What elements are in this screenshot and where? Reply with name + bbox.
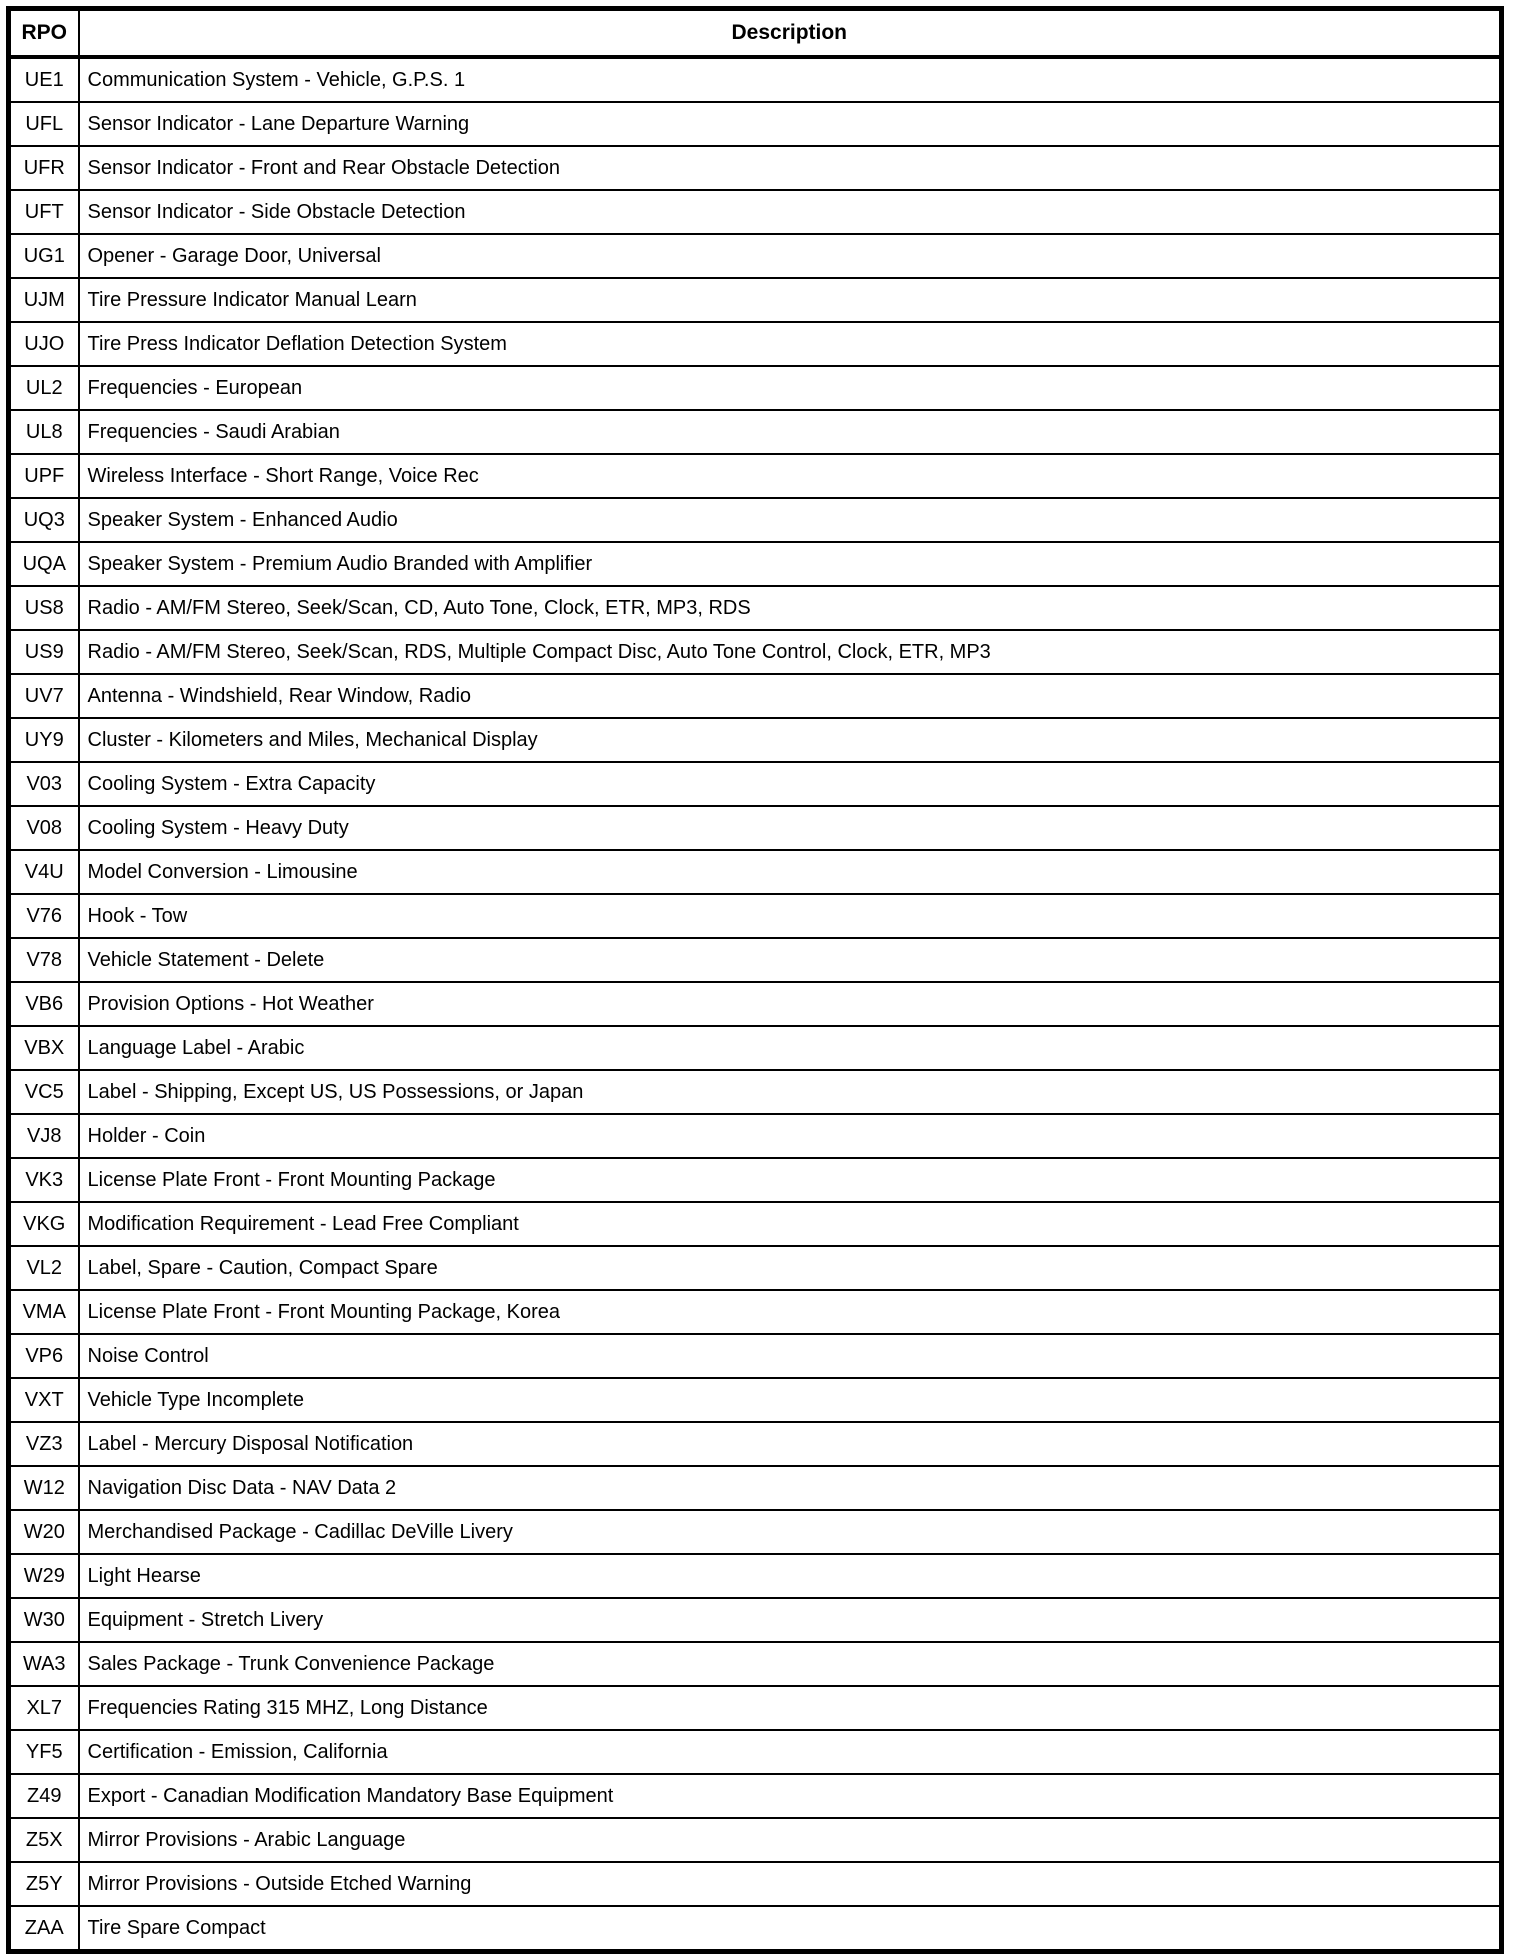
table-row — [9, 366, 1502, 410]
description-cell: Export - Canadian Modification Mandatory Base Equipment — [79, 1774, 1502, 1818]
description-cell: Provision Options - Hot Weather — [79, 982, 1502, 1026]
description-cell: Speaker System - Enhanced Audio — [79, 498, 1502, 542]
table-row — [9, 1598, 1502, 1642]
rpo-code-cell: VXT — [9, 1378, 79, 1422]
table-row — [9, 190, 1502, 234]
rpo-code-cell: VK3 — [9, 1158, 79, 1202]
rpo-code-cell: YF5 — [9, 1730, 79, 1774]
description-cell: Mirror Provisions - Arabic Language — [79, 1818, 1502, 1862]
description-cell: License Plate Front - Front Mounting Package — [79, 1158, 1502, 1202]
table-row — [9, 1730, 1502, 1774]
table-row — [9, 1774, 1502, 1818]
rpo-code-cell: UL2 — [9, 366, 79, 410]
description-cell: Cluster - Kilometers and Miles, Mechanical Display — [79, 718, 1502, 762]
rpo-code-cell: ZAA — [9, 1906, 79, 1952]
description-cell: Radio - AM/FM Stereo, Seek/Scan, RDS, Multiple Compact Disc, Auto Tone Control, Clock, ETR, MP3 — [79, 630, 1502, 674]
table-row — [9, 630, 1502, 674]
table-row — [9, 1422, 1502, 1466]
description-cell: Language Label - Arabic — [79, 1026, 1502, 1070]
description-cell: Label - Mercury Disposal Notification — [79, 1422, 1502, 1466]
table-row — [9, 1862, 1502, 1906]
description-cell: Opener - Garage Door, Universal — [79, 234, 1502, 278]
rpo-code-cell: UE1 — [9, 57, 79, 102]
table-row — [9, 102, 1502, 146]
description-cell: Noise Control — [79, 1334, 1502, 1378]
table-row — [9, 1378, 1502, 1422]
rpo-code-cell: VL2 — [9, 1246, 79, 1290]
description-cell: Label - Shipping, Except US, US Possessions, or Japan — [79, 1070, 1502, 1114]
table-body — [9, 57, 1502, 1952]
description-cell: Vehicle Statement - Delete — [79, 938, 1502, 982]
description-cell: Cooling System - Extra Capacity — [79, 762, 1502, 806]
description-cell: Holder - Coin — [79, 1114, 1502, 1158]
table-row — [9, 1246, 1502, 1290]
rpo-code-cell: V76 — [9, 894, 79, 938]
rpo-code-cell: VP6 — [9, 1334, 79, 1378]
rpo-code-cell: VKG — [9, 1202, 79, 1246]
table-row — [9, 1070, 1502, 1114]
table-row — [9, 1114, 1502, 1158]
rpo-code-cell: UJO — [9, 322, 79, 366]
rpo-code-cell: WA3 — [9, 1642, 79, 1686]
table-row — [9, 1818, 1502, 1862]
rpo-code-cell: VZ3 — [9, 1422, 79, 1466]
rpo-code-cell: VBX — [9, 1026, 79, 1070]
rpo-code-cell: UQA — [9, 542, 79, 586]
description-cell: License Plate Front - Front Mounting Package, Korea — [79, 1290, 1502, 1334]
rpo-code-cell: Z5Y — [9, 1862, 79, 1906]
description-cell: Merchandised Package - Cadillac DeVille Livery — [79, 1510, 1502, 1554]
table-row — [9, 57, 1502, 102]
table-row — [9, 1906, 1502, 1952]
table-row — [9, 234, 1502, 278]
table-row — [9, 1510, 1502, 1554]
table-row — [9, 1158, 1502, 1202]
rpo-code-table — [6, 6, 1504, 1954]
description-cell: Mirror Provisions - Outside Etched Warning — [79, 1862, 1502, 1906]
rpo-code-cell: XL7 — [9, 1686, 79, 1730]
rpo-code-cell: UFL — [9, 102, 79, 146]
table-row — [9, 146, 1502, 190]
rpo-code-cell: UFR — [9, 146, 79, 190]
rpo-code-cell: W29 — [9, 1554, 79, 1598]
table-row — [9, 1642, 1502, 1686]
rpo-code-cell: UV7 — [9, 674, 79, 718]
table-row — [9, 1466, 1502, 1510]
description-cell: Certification - Emission, California — [79, 1730, 1502, 1774]
rpo-code-cell: W20 — [9, 1510, 79, 1554]
table-row — [9, 806, 1502, 850]
table-row — [9, 938, 1502, 982]
table-row — [9, 498, 1502, 542]
rpo-code-cell: VC5 — [9, 1070, 79, 1114]
table-row — [9, 718, 1502, 762]
table-row — [9, 454, 1502, 498]
description-cell: Cooling System - Heavy Duty — [79, 806, 1502, 850]
table-row — [9, 674, 1502, 718]
table-row — [9, 1554, 1502, 1598]
rpo-code-cell: VMA — [9, 1290, 79, 1334]
description-cell: Tire Pressure Indicator Manual Learn — [79, 278, 1502, 322]
rpo-code-cell: VJ8 — [9, 1114, 79, 1158]
rpo-code-cell: Z5X — [9, 1818, 79, 1862]
table-row — [9, 410, 1502, 454]
rpo-code-cell: UY9 — [9, 718, 79, 762]
rpo-code-cell: UL8 — [9, 410, 79, 454]
description-cell: Wireless Interface - Short Range, Voice Rec — [79, 454, 1502, 498]
table-row — [9, 1202, 1502, 1246]
description-cell: Equipment - Stretch Livery — [79, 1598, 1502, 1642]
table-header — [9, 9, 1502, 58]
description-cell: Tire Press Indicator Deflation Detection System — [79, 322, 1502, 366]
description-cell: Sensor Indicator - Front and Rear Obstacle Detection — [79, 146, 1502, 190]
table-row — [9, 850, 1502, 894]
table-row — [9, 1290, 1502, 1334]
description-cell: Vehicle Type Incomplete — [79, 1378, 1502, 1422]
description-column-header: Description — [79, 9, 1502, 58]
description-cell: Label, Spare - Caution, Compact Spare — [79, 1246, 1502, 1290]
rpo-code-cell: Z49 — [9, 1774, 79, 1818]
description-cell: Model Conversion - Limousine — [79, 850, 1502, 894]
table-row — [9, 586, 1502, 630]
description-cell: Sales Package - Trunk Convenience Package — [79, 1642, 1502, 1686]
table-row — [9, 322, 1502, 366]
rpo-code-cell: V78 — [9, 938, 79, 982]
rpo-code-cell: W30 — [9, 1598, 79, 1642]
rpo-code-cell: V03 — [9, 762, 79, 806]
description-cell: Speaker System - Premium Audio Branded with Amplifier — [79, 542, 1502, 586]
rpo-code-cell: V4U — [9, 850, 79, 894]
description-cell: Modification Requirement - Lead Free Compliant — [79, 1202, 1502, 1246]
rpo-code-cell: UQ3 — [9, 498, 79, 542]
description-cell: Radio - AM/FM Stereo, Seek/Scan, CD, Auto Tone, Clock, ETR, MP3, RDS — [79, 586, 1502, 630]
rpo-code-cell: VB6 — [9, 982, 79, 1026]
rpo-code-cell: UG1 — [9, 234, 79, 278]
table-row — [9, 894, 1502, 938]
description-cell: Frequencies - Saudi Arabian — [79, 410, 1502, 454]
table-row — [9, 278, 1502, 322]
table-row — [9, 1026, 1502, 1070]
description-cell: Tire Spare Compact — [79, 1906, 1502, 1952]
table-row — [9, 762, 1502, 806]
rpo-code-cell: V08 — [9, 806, 79, 850]
rpo-code-cell: US9 — [9, 630, 79, 674]
rpo-column-header: RPO — [9, 9, 79, 58]
table-row — [9, 1334, 1502, 1378]
description-cell: Frequencies Rating 315 MHZ, Long Distance — [79, 1686, 1502, 1730]
description-cell: Frequencies - European — [79, 366, 1502, 410]
rpo-code-cell: US8 — [9, 586, 79, 630]
description-cell: Hook - Tow — [79, 894, 1502, 938]
description-cell: Communication System - Vehicle, G.P.S. 1 — [79, 57, 1502, 102]
description-cell: Antenna - Windshield, Rear Window, Radio — [79, 674, 1502, 718]
table-row — [9, 982, 1502, 1026]
description-cell: Sensor Indicator - Lane Departure Warning — [79, 102, 1502, 146]
rpo-code-cell: W12 — [9, 1466, 79, 1510]
header-row — [9, 9, 1502, 58]
table-row — [9, 542, 1502, 586]
description-cell: Navigation Disc Data - NAV Data 2 — [79, 1466, 1502, 1510]
rpo-code-cell: UFT — [9, 190, 79, 234]
table-row — [9, 1686, 1502, 1730]
rpo-code-cell: UPF — [9, 454, 79, 498]
description-cell: Sensor Indicator - Side Obstacle Detection — [79, 190, 1502, 234]
rpo-code-cell: UJM — [9, 278, 79, 322]
description-cell: Light Hearse — [79, 1554, 1502, 1598]
